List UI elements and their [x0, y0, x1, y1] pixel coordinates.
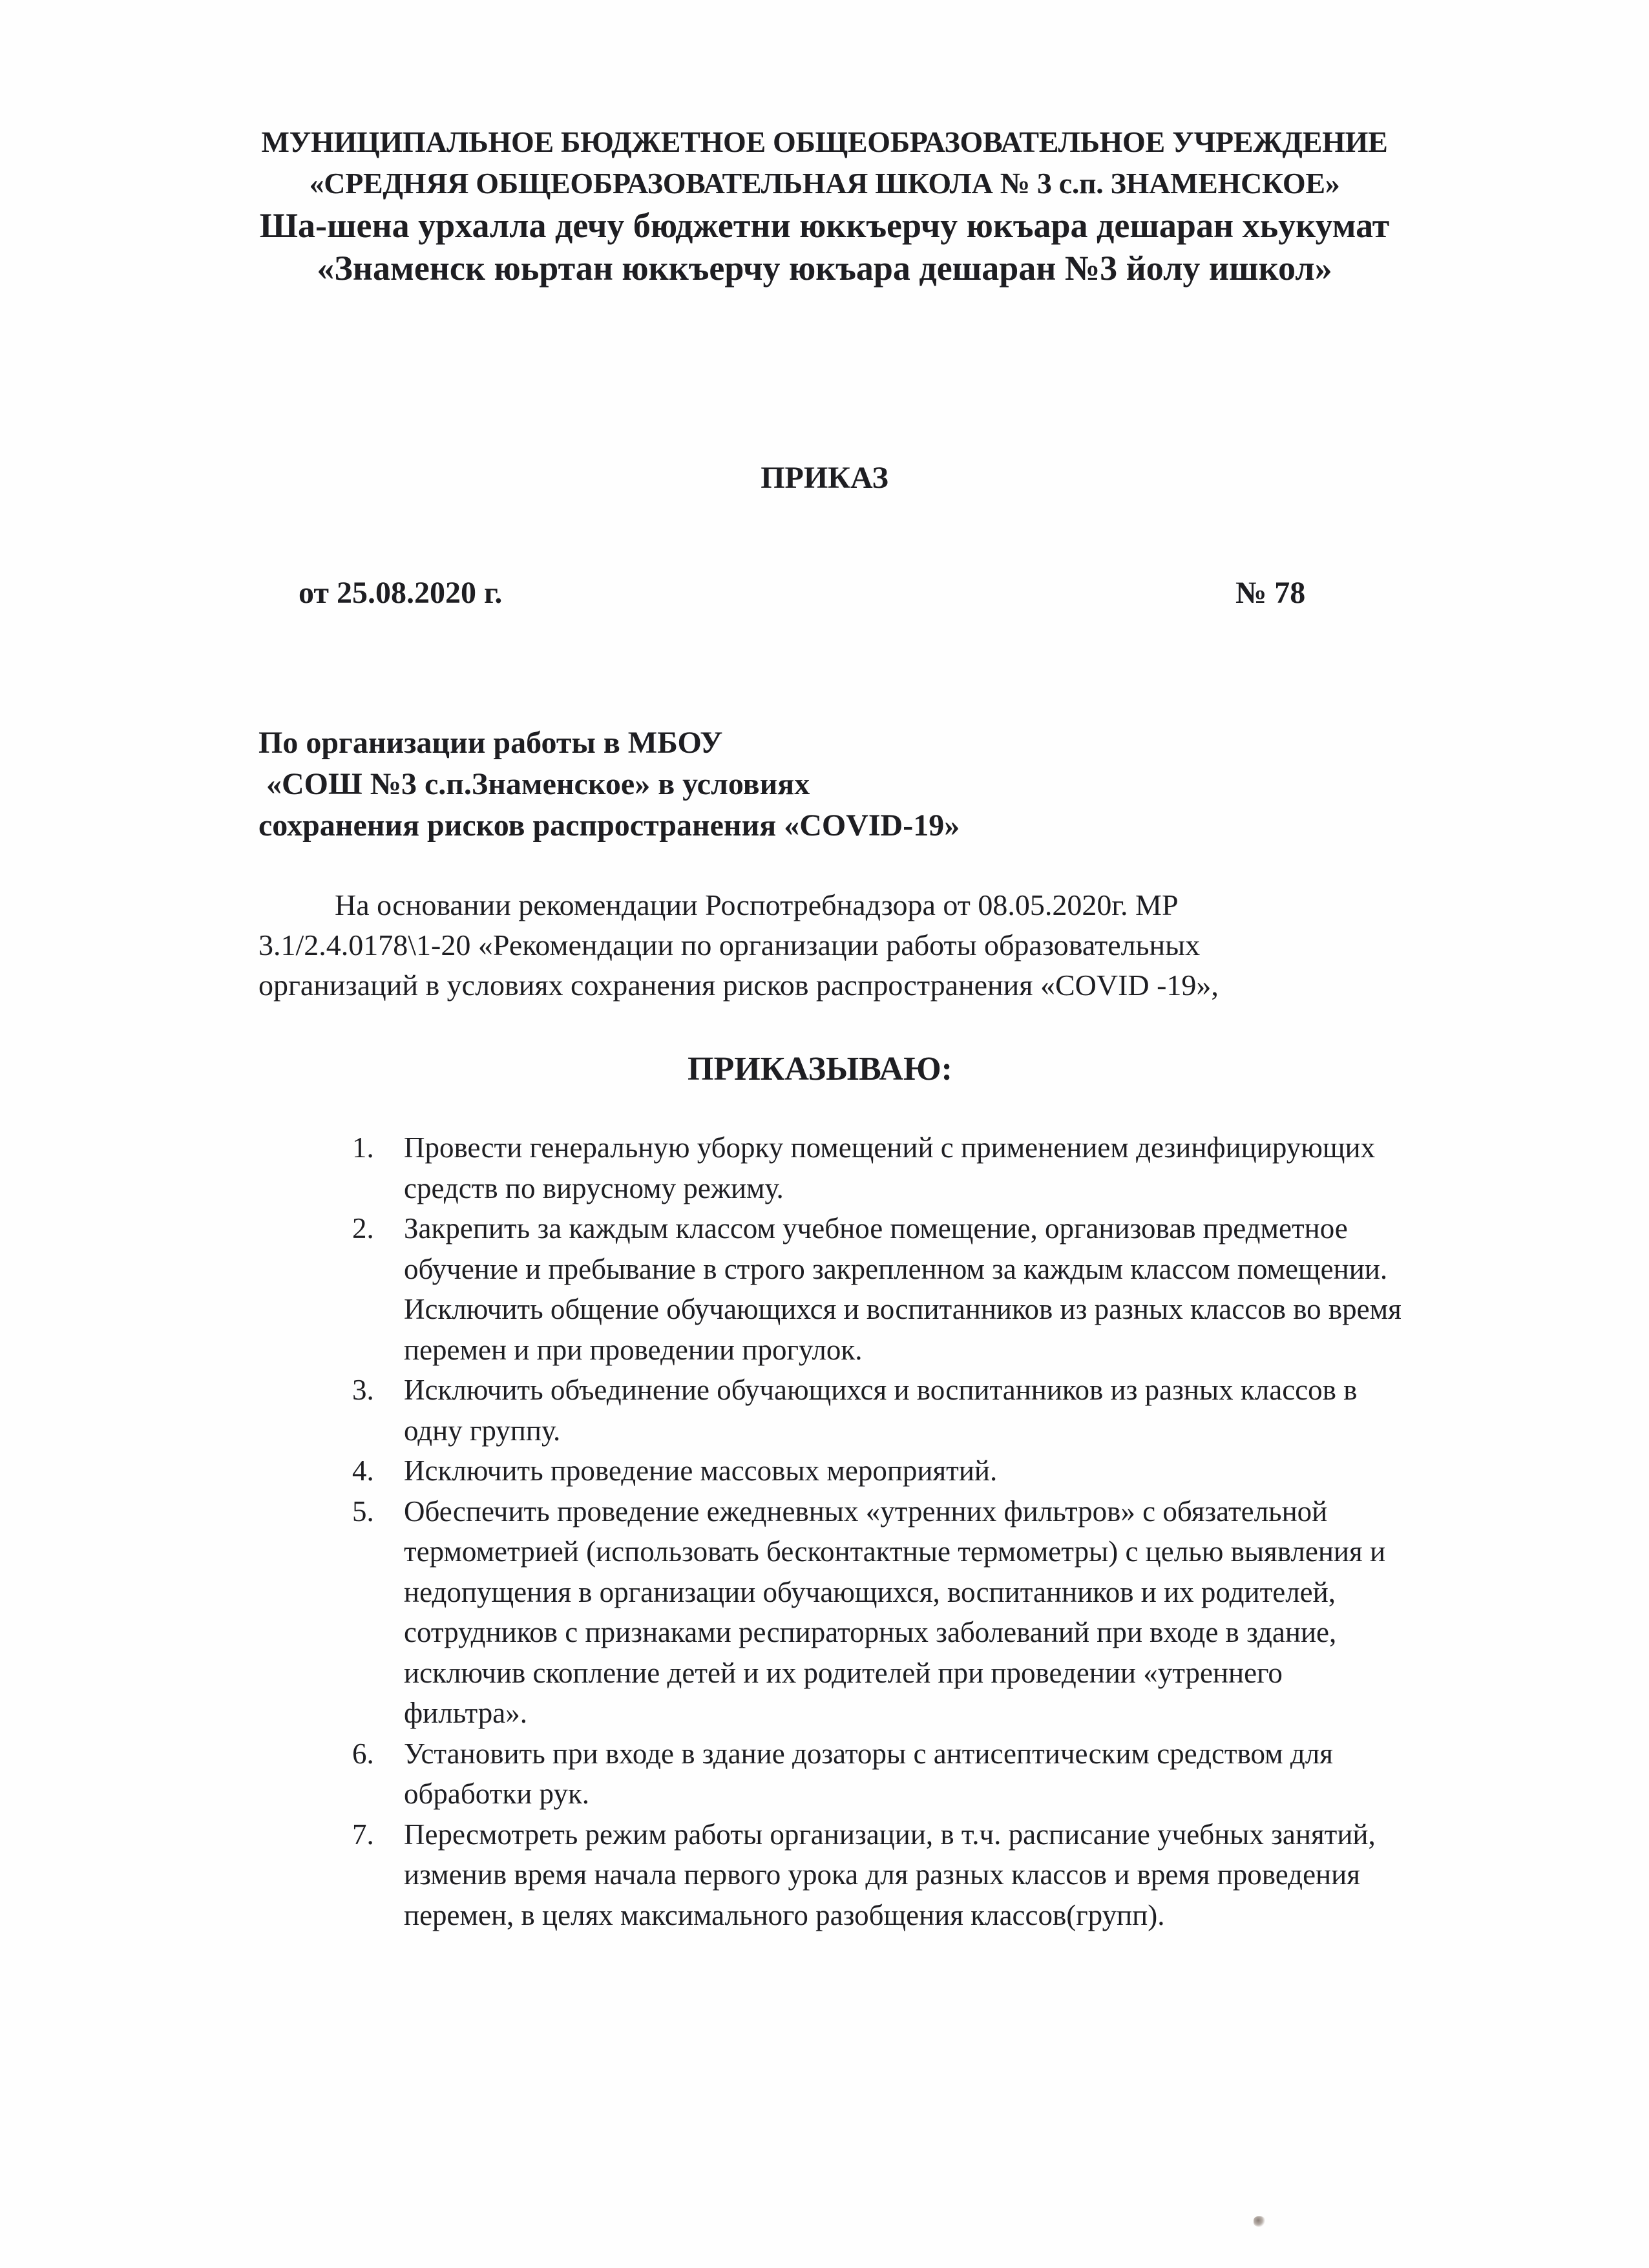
order-item-number: 7.	[352, 1818, 374, 1851]
order-item-line: Исключить проведение массовых мероприятий.	[404, 1454, 998, 1487]
order-item	[352, 1208, 1528, 1370]
document-title: ПРИКАЗ	[761, 461, 888, 495]
header-line-2: «СРЕДНЯЯ ОБЩЕОБРАЗОВАТЕЛЬНАЯ ШКОЛА № 3 с.п. ЗНАМЕНСКОЕ»	[309, 167, 1340, 200]
subject-line: «СОШ №3 с.п.Знаменское» в условиях	[258, 767, 810, 801]
order-item-number: 2.	[352, 1212, 374, 1244]
basis-line: организаций в условиях сохранения рисков распространения «COVID -19»,	[258, 969, 1219, 1002]
order-item-line: фильтра».	[404, 1697, 527, 1729]
orders-heading-text: ПРИКАЗЫВАЮ:	[688, 1051, 952, 1087]
subject-line: сохранения рисков распространения «COVID-19»	[258, 808, 960, 843]
order-item-line: Провести генеральную уборку помещений с применением дезинфицирующих	[404, 1131, 1376, 1164]
order-item	[352, 1814, 1528, 1936]
order-item-number: 5.	[352, 1495, 374, 1528]
order-item	[352, 1734, 1528, 1814]
order-item-line: средств по вирусному режиму.	[404, 1171, 784, 1204]
orders-heading	[0, 1050, 1649, 1088]
order-item-line: обработки рук.	[404, 1778, 590, 1810]
order-item-line: изменив время начала первого урока для разных классов и время проведения	[404, 1858, 1360, 1891]
order-item-line: Пересмотреть режим работы организации, в т.ч. расписание учебных занятий,	[404, 1818, 1376, 1851]
order-item-number: 1.	[352, 1131, 374, 1164]
institution-header	[0, 121, 1649, 289]
order-item-line: одну группу.	[404, 1414, 561, 1447]
header-line-1: МУНИЦИПАЛЬНОЕ БЮДЖЕТНОЕ ОБЩЕОБРАЗОВАТЕЛЬНОЕ УЧРЕЖДЕНИЕ	[261, 125, 1388, 158]
order-item-line: Исключить общение обучающихся и воспитанников из разных классов во время	[404, 1293, 1402, 1325]
header-line-4: «Знаменск юьртан юккъерчу юкъара дешаран №3 йолу ишкол»	[317, 249, 1332, 288]
document-date: от 25.08.2020 г.	[299, 576, 503, 610]
order-item-line: Исключить объединение обучающихся и воспитанников из разных классов в	[404, 1374, 1358, 1406]
order-item-line: недопущения в организации обучающихся, воспитанников и их родителей,	[404, 1575, 1336, 1608]
order-item-line: исключив скопление детей и их родителей при проведении «утреннего	[404, 1656, 1283, 1689]
basis-line: На основании рекомендации Роспотребнадзора от 08.05.2020г. МР	[335, 888, 1179, 921]
order-item-line: обучение и пребывание в строго закрепленном за каждым классом помещении.	[404, 1252, 1388, 1285]
header-line-3: Ша-шена урхалла дечу бюджетни юккъерчу юкъара дешаран хьукумат	[259, 206, 1390, 245]
basis-paragraph	[258, 885, 1486, 1005]
order-item-line: Установить при входе в здание дозаторы с антисептическим средством для	[404, 1737, 1333, 1770]
order-item-line: Закрепить за каждым классом учебное помещение, организовав предметное	[404, 1212, 1348, 1244]
order-item-line: перемен и при проведении прогулок.	[404, 1333, 863, 1366]
order-item-line: термометрией (использовать бесконтактные термометры) с целью выявления и	[404, 1535, 1386, 1568]
basis-line: 3.1/2.4.0178\1-20 «Рекомендации по организации работы образовательных	[258, 929, 1201, 961]
order-item	[352, 1128, 1528, 1208]
order-item-number: 6.	[352, 1737, 374, 1770]
orders-list	[352, 1128, 1528, 1935]
document-number: № 78	[1235, 576, 1306, 610]
order-item	[352, 1370, 1528, 1451]
order-subject	[258, 722, 960, 846]
order-item-number: 4.	[352, 1454, 374, 1487]
order-item-line: сотрудников с признаками респираторных заболеваний при входе в здание,	[404, 1616, 1337, 1648]
subject-line: По организации работы в МБОУ	[258, 726, 723, 760]
order-item-line: Обеспечить проведение ежедневных «утренних фильтров» с обязательной	[404, 1495, 1328, 1528]
scan-speck	[1254, 2216, 1265, 2227]
order-item-line: перемен, в целях максимального разобщения классов(групп).	[404, 1898, 1165, 1931]
order-item	[352, 1491, 1528, 1734]
order-item	[352, 1451, 1528, 1491]
order-item-number: 3.	[352, 1374, 374, 1406]
